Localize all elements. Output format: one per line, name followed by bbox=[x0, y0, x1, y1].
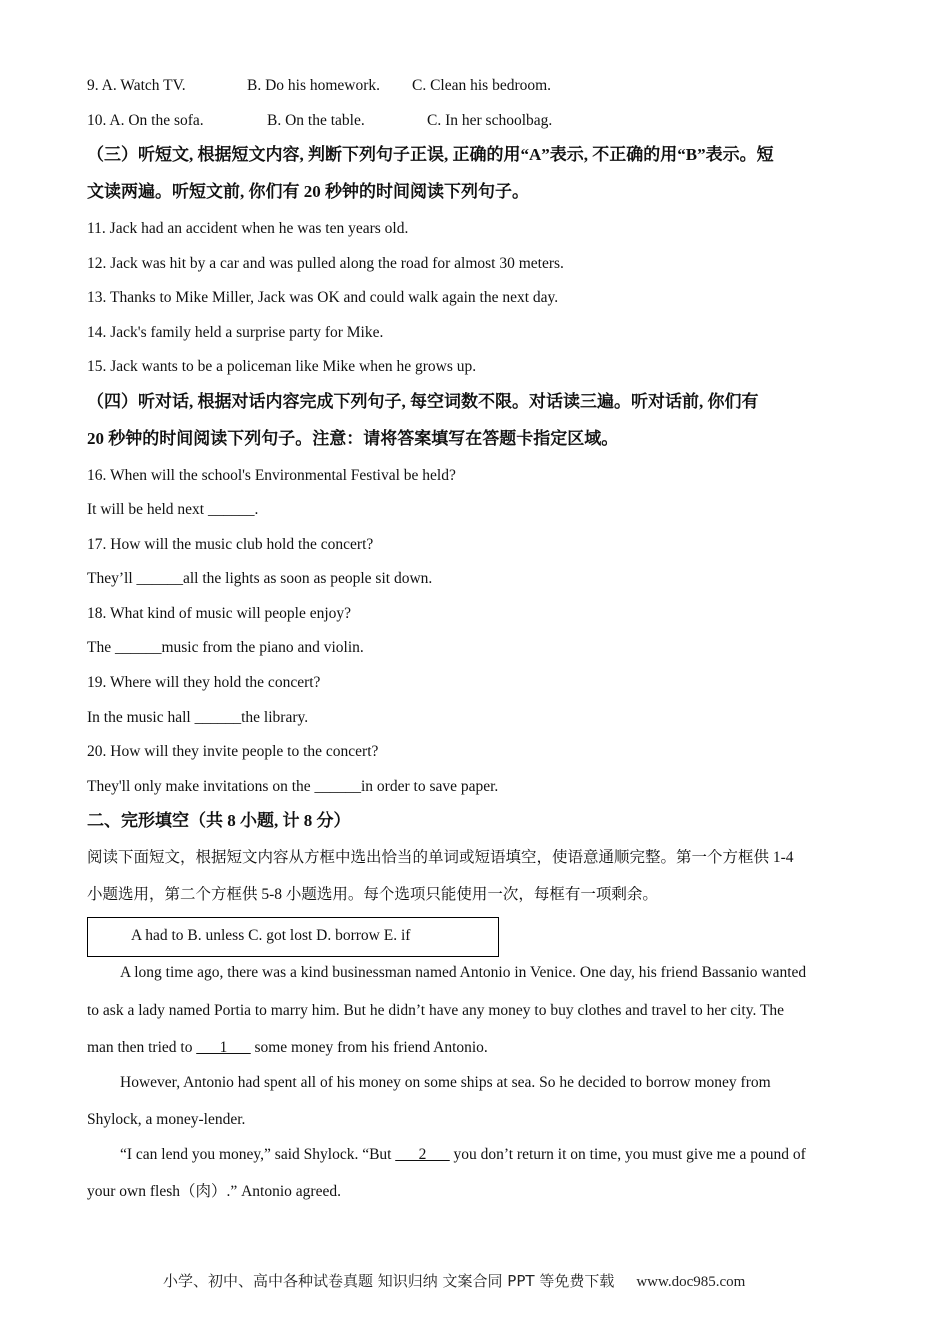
passage-p3-line1-pre: “I can lend you money,” said Shylock. “But bbox=[120, 1146, 396, 1163]
section-4-heading-line2: 20 秒钟的时间阅读下列句子。注意：请将答案填写在答题卡指定区域。 bbox=[87, 429, 619, 448]
q10-option-a: 10. A. On the sofa. bbox=[87, 112, 204, 129]
passage-p2-line1: However, Antonio had spent all of his money on some ships at sea. So he decided to borrow money from bbox=[120, 1074, 771, 1091]
q9-option-a: 9. A. Watch TV. bbox=[87, 77, 186, 94]
blank-2: ___2___ bbox=[395, 1146, 450, 1163]
passage-p1-line2: to ask a lady named Portia to marry him. But he didn’t have any money to buy clothes and travel to her city. The bbox=[87, 1002, 785, 1019]
page-footer bbox=[163, 1270, 745, 1291]
passage-p1-line3-post: some money from his friend Antonio. bbox=[250, 1039, 488, 1056]
fill-question-19: 19. Where will they hold the concert? bbox=[87, 674, 321, 691]
part-2-instruction-line1: 阅读下面短文，根据短文内容从方框中选出恰当的单词或短语填空，使语意通顺完整。第一个方框供 1-4 bbox=[87, 849, 794, 866]
word-bank-box bbox=[87, 917, 499, 957]
fill-answer-18: The ______music from the piano and violin. bbox=[87, 639, 364, 656]
footer-url[interactable]: www.doc985.com bbox=[636, 1274, 746, 1290]
blank-1: ___1___ bbox=[196, 1039, 251, 1056]
q9-option-c: C. Clean his bedroom. bbox=[412, 77, 552, 94]
word-bank-options: A had to B. unless C. got lost D. borrow E. if bbox=[131, 927, 411, 944]
section-3-heading-line2: 文读两遍。听短文前, 你们有 20 秒钟的时间阅读下列句子。 bbox=[87, 182, 529, 201]
passage-p3-line1 bbox=[120, 1145, 900, 1165]
fill-question-18: 18. What kind of music will people enjoy? bbox=[87, 605, 352, 622]
fill-answer-20: They'll only make invitations on the ______in order to save paper. bbox=[87, 778, 499, 795]
fill-question-20: 20. How will they invite people to the concert? bbox=[87, 743, 379, 760]
passage-p1-line3-pre: man then tried to bbox=[87, 1039, 197, 1056]
passage-p1-line1: A long time ago, there was a kind businessman named Antonio in Venice. One day, his friend Bassanio wanted bbox=[120, 964, 807, 981]
passage-p1-line3 bbox=[87, 1038, 867, 1058]
fill-answer-17: They’ll ______all the lights as soon as people sit down. bbox=[87, 570, 433, 587]
fill-question-17: 17. How will the music club hold the concert? bbox=[87, 536, 374, 553]
tf-item-13: 13. Thanks to Mike Miller, Jack was OK and could walk again the next day. bbox=[87, 289, 559, 306]
fill-answer-16: It will be held next ______. bbox=[87, 501, 259, 518]
q10-option-b: B. On the table. bbox=[267, 112, 365, 129]
passage-p3-line1-post: you don’t return it on time, you must give me a pound of bbox=[449, 1146, 806, 1163]
tf-item-11: 11. Jack had an accident when he was ten years old. bbox=[87, 220, 409, 237]
tf-item-15: 15. Jack wants to be a policeman like Mike when he grows up. bbox=[87, 358, 477, 375]
footer-text: 小学、初中、高中各种试卷真题 知识归纳 文案合同 PPT 等免费下载 bbox=[163, 1272, 615, 1290]
passage-p2-line2: Shylock, a money-lender. bbox=[87, 1111, 246, 1128]
passage-p3-line2: your own flesh（肉）.” Antonio agreed. bbox=[87, 1183, 341, 1200]
tf-item-14: 14. Jack's family held a surprise party for Mike. bbox=[87, 324, 384, 341]
q9-option-b: B. Do his homework. bbox=[247, 77, 381, 94]
fill-question-16: 16. When will the school's Environmental Festival be held? bbox=[87, 467, 456, 484]
part-2-instruction-line2: 小题选用，第二个方框供 5-8 小题选用。每个选项只能使用一次，每框有一项剩余。 bbox=[87, 886, 658, 903]
tf-item-12: 12. Jack was hit by a car and was pulled along the road for almost 30 meters. bbox=[87, 255, 564, 272]
section-3-heading-line1: （三）听短文, 根据短文内容, 判断下列句子正误, 正确的用“A”表示, 不正确的用“B”表示。短 bbox=[87, 145, 774, 164]
section-4-heading-line1: （四）听对话, 根据对话内容完成下列句子, 每空词数不限。对话读三遍。听对话前, 你们有 bbox=[87, 392, 759, 411]
part-2-title: 二、完形填空（共 8 小题, 计 8 分） bbox=[87, 811, 351, 830]
fill-answer-19: In the music hall ______the library. bbox=[87, 709, 309, 726]
q10-option-c: C. In her schoolbag. bbox=[427, 112, 553, 129]
